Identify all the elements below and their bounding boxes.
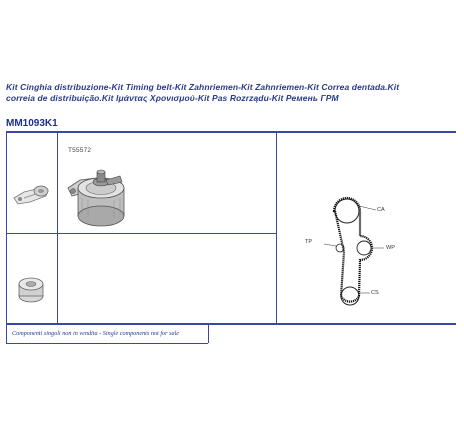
label-cs: CS (371, 290, 379, 296)
diagram-divider (276, 131, 277, 323)
middle-rule (6, 233, 276, 234)
footnote: Componenti singoli non in vendita - Single components not for sale (12, 330, 180, 337)
description-line-2: correia de distribuição.Kit Ιμάντας Χρονισμού-Kit Pas Rozrządu-Kit Ремень ГРМ (6, 92, 339, 103)
footer-rule (6, 343, 208, 344)
timing-belt (334, 198, 372, 302)
part-number: T55572 (68, 147, 92, 154)
water-pump-pulley (357, 241, 371, 255)
left-border (6, 131, 7, 343)
component-divider (57, 131, 58, 323)
tensioner-pulley-image (66, 158, 130, 230)
tensioner-thumbnail-image (10, 178, 52, 210)
camshaft-sprocket (335, 199, 359, 223)
label-ca: CA (377, 207, 385, 213)
kit-code: MM1093K1 (6, 118, 58, 129)
description-line-1: Kit Cinghia distribuzione-Kit Timing belt-Kit Zahnriemen-Kit Zahnriemen-Kit Correa dentada.Kit (6, 82, 400, 92)
kit-description (6, 82, 456, 103)
label-wp: WP (386, 245, 395, 251)
idler-pulley-thumbnail-image (16, 276, 46, 304)
top-rule (6, 131, 456, 133)
footer-divider (208, 323, 209, 343)
label-tp: TP (305, 239, 313, 245)
bottom-rule (6, 323, 456, 325)
belt-routing-diagram (320, 196, 400, 314)
